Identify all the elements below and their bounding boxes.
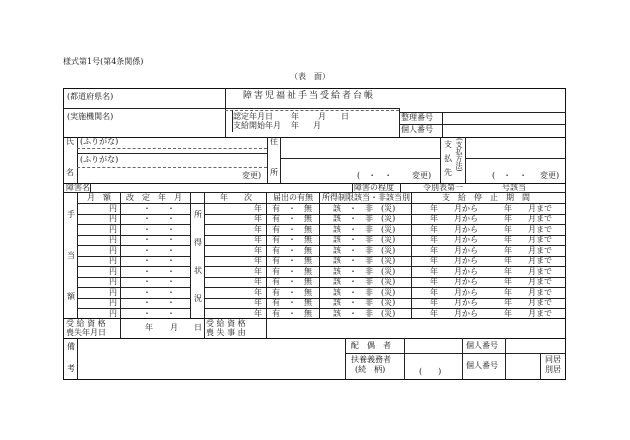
income-char-1: 所 (194, 210, 202, 219)
name-char-1: 氏 (66, 137, 74, 146)
fiscal-year-unit: 年 (254, 256, 262, 265)
income-char-3: 状 (194, 266, 202, 275)
side-label: （表 面） (290, 72, 330, 81)
suspension-from: 年 月から (430, 203, 478, 213)
qual-loss-day-unit: 日 (194, 323, 202, 332)
name-change-label: 変更) (242, 171, 262, 180)
order-table-label: 令別表第一 (423, 183, 463, 192)
allowance-char-3: 額 (67, 292, 75, 301)
qual-loss-month-unit: 月 (170, 323, 178, 332)
payee-method-note: (支払方法) (455, 138, 463, 172)
report-yes-no: 有 ・ 無 (272, 266, 312, 276)
name-furigana-2: (ふりがな) (80, 155, 119, 164)
report-header: 届出の有無 (273, 193, 313, 202)
fiscal-year-unit: 年 (254, 224, 262, 234)
cohabit-label: 同居 (545, 355, 561, 364)
revision-date-dots: ・ ・ (143, 214, 175, 223)
qual-loss-reason-label-2: 喪 失 事 由 (206, 328, 246, 337)
address-char-2: 所 (270, 168, 278, 177)
fiscal-year-unit: 年 (254, 214, 262, 223)
separate-label: 別居 (545, 365, 561, 374)
revision-date-dots: ・ ・ (143, 203, 175, 213)
monthly-amount-yen: 円 (109, 256, 117, 265)
revision-date-dots: ・ ・ (143, 308, 175, 318)
report-yes-no: 有 ・ 無 (272, 256, 312, 265)
suspension-from: 年 月から (430, 277, 478, 286)
report-yes-no: 有 ・ 無 (272, 277, 312, 286)
report-yes-no: 有 ・ 無 (272, 287, 312, 297)
restriction-applicable: 該 ・ 非 (災) (333, 214, 396, 223)
restriction-applicable: 該 ・ 非 (災) (333, 277, 396, 286)
income-char-2: 得 (194, 238, 202, 247)
spouse-individual-number-label: 個人番号 (466, 341, 498, 350)
monthly-amount-yen: 円 (109, 214, 117, 223)
remarks-char-1: 備 (67, 342, 75, 351)
suspension-until: 年 月まで (504, 235, 552, 244)
restriction-applicable: 該 ・ 非 (災) (333, 224, 396, 234)
revision-date-dots: ・ ・ (143, 224, 175, 234)
revision-date-dots: ・ ・ (143, 287, 175, 297)
payee-char-1: 支 (444, 140, 452, 149)
name-char-2: 名 (66, 168, 74, 177)
monthly-amount-yen: 円 (109, 308, 117, 318)
suspension-header: 支 給 停 止 期 間 (442, 193, 530, 202)
address-change-placeholder: ( ・ ・ (357, 171, 393, 180)
restriction-applicable: 該 ・ 非 (災) (333, 266, 396, 276)
fiscal-year-unit: 年 (254, 203, 262, 213)
cert-month-unit: 月 (318, 112, 326, 121)
fiscal-year-unit: 年 (254, 287, 262, 297)
report-yes-no: 有 ・ 無 (272, 203, 312, 213)
suspension-from: 年 月から (430, 224, 478, 234)
form-number-label: 様式第1号(第4条関係) (63, 57, 144, 66)
obligor-relationship-paren: ( ) (419, 367, 442, 376)
qual-loss-reason-label-1: 受 給 資 格 (206, 319, 246, 328)
fiscal-year-unit: 年 (254, 298, 262, 307)
qual-loss-date-label-2: 喪失年月日 (66, 328, 106, 337)
individual-number-label: 個人番号 (401, 125, 433, 134)
suspension-until: 年 月まで (504, 277, 552, 286)
form-title: 障害児福祉手当受給者台帳 (243, 91, 376, 101)
monthly-amount-yen: 円 (109, 287, 117, 297)
item-applicable-label: 号該当 (502, 183, 526, 192)
address-change-label: 変更) (412, 171, 432, 180)
fiscal-year-unit: 年 (254, 266, 262, 276)
suspension-until: 年 月まで (504, 245, 552, 255)
revision-date-dots: ・ ・ (143, 245, 175, 255)
fiscal-year-unit: 年 (254, 245, 262, 255)
name-furigana-1: (ふりがな) (80, 137, 119, 146)
payee-change-label: 変更) (540, 171, 560, 180)
restriction-applicable: 該 ・ 非 (災) (333, 235, 396, 244)
restriction-header: 所得制限該当・非該当別 (322, 193, 410, 202)
address-char-1: 住 (270, 137, 278, 146)
restriction-applicable: 該 ・ 非 (災) (333, 203, 396, 213)
suspension-from: 年 月から (430, 256, 478, 265)
suspension-until: 年 月まで (504, 224, 552, 234)
start-year-unit: 年 (291, 121, 299, 130)
payee-change-placeholder: ( ・ ・ (492, 171, 528, 180)
monthly-amount-yen: 円 (109, 203, 117, 213)
suspension-until: 年 月まで (504, 203, 552, 213)
monthly-amount-yen: 円 (109, 245, 117, 255)
suspension-from: 年 月から (430, 308, 478, 318)
obligor-label: 扶養義務者 (351, 355, 391, 364)
revision-date-dots: ・ ・ (143, 277, 175, 286)
restriction-applicable: 該 ・ 非 (災) (333, 308, 396, 318)
revision-date-dots: ・ ・ (143, 256, 175, 265)
prefecture-label: (都道府県名) (67, 92, 114, 101)
start-month-unit: 月 (313, 121, 321, 130)
monthly-amount-yen: 円 (109, 298, 117, 307)
remarks-char-2: 考 (67, 364, 75, 373)
suspension-until: 年 月まで (504, 214, 552, 223)
fiscal-year-unit: 年 (254, 235, 262, 244)
obligor-relationship-label: (続 柄) (355, 365, 386, 374)
restriction-applicable: 該 ・ 非 (災) (333, 298, 396, 307)
revision-date-dots: ・ ・ (143, 298, 175, 307)
suspension-until: 年 月まで (504, 287, 552, 297)
suspension-from: 年 月から (430, 266, 478, 276)
monthly-amount-header: 月 額 (87, 193, 111, 202)
cert-date-label: 認定年月日 (233, 112, 273, 121)
revision-date-dots: ・ ・ (143, 266, 175, 276)
monthly-amount-yen: 円 (109, 277, 117, 286)
report-yes-no: 有 ・ 無 (272, 308, 312, 318)
agency-label: (実施機関名) (67, 112, 114, 121)
report-yes-no: 有 ・ 無 (272, 298, 312, 307)
monthly-amount-yen: 円 (109, 266, 117, 276)
revision-date-dots: ・ ・ (143, 235, 175, 244)
restriction-applicable: 該 ・ 非 (災) (333, 256, 396, 265)
suspension-from: 年 月から (430, 298, 478, 307)
spouse-label: 配 偶 者 (351, 341, 391, 350)
payee-char-3: 先 (444, 168, 452, 177)
fiscal-year-unit: 年 (254, 308, 262, 318)
report-yes-no: 有 ・ 無 (272, 235, 312, 244)
fiscal-year-unit: 年 (254, 277, 262, 286)
suspension-until: 年 月まで (504, 308, 552, 318)
qual-loss-year-unit: 年 (145, 323, 153, 332)
suspension-from: 年 月から (430, 287, 478, 297)
report-yes-no: 有 ・ 無 (272, 214, 312, 223)
fiscal-year-header: 年 次 (220, 193, 252, 202)
payee-char-2: 払 (444, 154, 452, 163)
monthly-amount-yen: 円 (109, 235, 117, 244)
restriction-applicable: 該 ・ 非 (災) (333, 245, 396, 255)
restriction-applicable: 該 ・ 非 (災) (333, 287, 396, 297)
payment-start-label: 支給開始年月 (233, 121, 281, 130)
report-yes-no: 有 ・ 無 (272, 224, 312, 234)
suspension-from: 年 月から (430, 235, 478, 244)
suspension-until: 年 月まで (504, 266, 552, 276)
cert-year-unit: 年 (291, 112, 299, 121)
suspension-until: 年 月まで (504, 256, 552, 265)
allowance-char-2: 当 (67, 251, 75, 260)
disability-degree-label: 障害の程度 (354, 183, 394, 192)
suspension-from: 年 月から (430, 214, 478, 223)
ref-number-label: 整理番号 (401, 113, 433, 122)
allowance-char-1: 手 (67, 210, 75, 219)
cert-day-unit: 日 (341, 112, 349, 121)
suspension-until: 年 月まで (504, 298, 552, 307)
revision-header: 改 定 年 月 (126, 193, 182, 202)
qual-loss-date-label-1: 受 給 資 格 (66, 319, 106, 328)
income-char-4: 況 (194, 294, 202, 303)
disability-name-label: 障害名 (66, 183, 90, 192)
report-yes-no: 有 ・ 無 (272, 245, 312, 255)
suspension-from: 年 月から (430, 245, 478, 255)
monthly-amount-yen: 円 (109, 224, 117, 234)
obligor-individual-number-label: 個人番号 (466, 361, 498, 370)
